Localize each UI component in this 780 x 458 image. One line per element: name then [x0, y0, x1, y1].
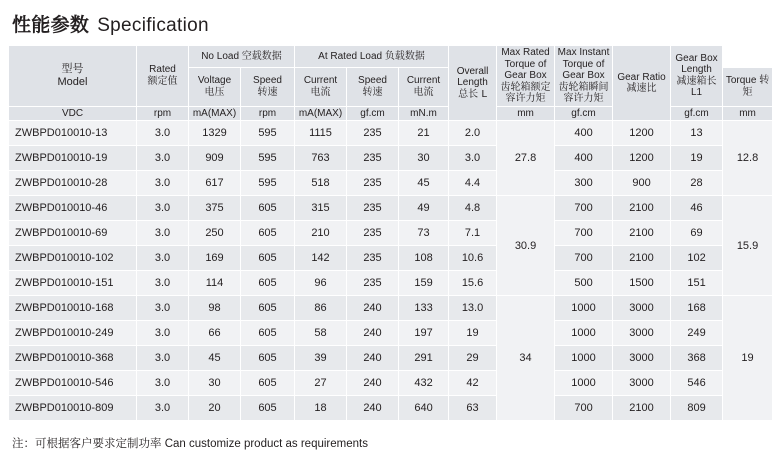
- cell-current-nl: 595: [241, 121, 295, 146]
- cell-max-rated: 300: [555, 171, 613, 196]
- cell-current-nl: 605: [241, 246, 295, 271]
- cell-current-nl: 605: [241, 346, 295, 371]
- cell-max-rated: 1000: [555, 296, 613, 321]
- cell-current-nl: 605: [241, 221, 295, 246]
- unit-gearbox-length: mm: [723, 106, 773, 121]
- cell-current-nl: 605: [241, 321, 295, 346]
- cell-voltage: 3.0: [137, 321, 189, 346]
- cell-speed-rl: 210: [295, 221, 347, 246]
- cell-torque-mnm: 2.0: [449, 121, 497, 146]
- cell-model: ZWBPD010010-102: [9, 246, 137, 271]
- unit-voltage: VDC: [9, 106, 137, 121]
- cell-torque-mnm: 10.6: [449, 246, 497, 271]
- unit-torque-gfcm: gf.cm: [347, 106, 399, 121]
- table-row: [9, 146, 773, 171]
- footnote-en: Can customize product as requirements: [164, 438, 368, 450]
- cell-model: ZWBPD010010-46: [9, 196, 137, 221]
- footnote: [8, 421, 772, 451]
- cell-current-nl: 605: [241, 196, 295, 221]
- cell-speed-nl: 66: [189, 321, 241, 346]
- unit-max-instant: gf.cm: [671, 106, 723, 121]
- cell-current-rl: 235: [347, 121, 399, 146]
- table-row: [9, 171, 773, 196]
- table-row: [9, 196, 773, 221]
- cell-torque-gfcm: 291: [399, 346, 449, 371]
- cell-voltage: 3.0: [137, 221, 189, 246]
- cell-torque-gfcm: 30: [399, 146, 449, 171]
- cell-model: ZWBPD010010-809: [9, 396, 137, 421]
- cell-max-instant: 3000: [613, 296, 671, 321]
- cell-current-rl: 235: [347, 246, 399, 271]
- cell-gear-ratio: 368: [671, 346, 723, 371]
- cell-speed-nl: 30: [189, 371, 241, 396]
- cell-speed-rl: 58: [295, 321, 347, 346]
- cell-torque-gfcm: 133: [399, 296, 449, 321]
- cell-gear-ratio: 13: [671, 121, 723, 146]
- cell-gear-ratio: 249: [671, 321, 723, 346]
- cell-max-rated: 500: [555, 271, 613, 296]
- header-load-current: Current 电流: [399, 67, 449, 106]
- cell-max-instant: 1500: [613, 271, 671, 296]
- table-row: [9, 371, 773, 396]
- cell-max-instant: 1200: [613, 146, 671, 171]
- cell-max-instant: 900: [613, 171, 671, 196]
- specification-table: [8, 45, 773, 421]
- cell-current-rl: 240: [347, 296, 399, 321]
- cell-torque-mnm: 13.0: [449, 296, 497, 321]
- cell-voltage: 3.0: [137, 196, 189, 221]
- cell-voltage: 3.0: [137, 121, 189, 146]
- cell-current-rl: 235: [347, 221, 399, 246]
- header-at-rated-load: At Rated Load 负载数据: [295, 46, 449, 68]
- cell-speed-nl: 169: [189, 246, 241, 271]
- cell-speed-nl: 375: [189, 196, 241, 221]
- cell-torque-gfcm: 45: [399, 171, 449, 196]
- header-max-rated-torque: Max Rated Torque of Gear Box 齿轮箱额定 容许力矩: [497, 46, 555, 107]
- cell-gear-ratio: 168: [671, 296, 723, 321]
- cell-speed-nl: 909: [189, 146, 241, 171]
- table-row: [9, 246, 773, 271]
- cell-gearbox-length: 12.8: [723, 121, 773, 196]
- unit-overall: mm: [497, 106, 555, 121]
- cell-torque-mnm: 19: [449, 321, 497, 346]
- cell-max-rated: 700: [555, 396, 613, 421]
- cell-voltage: 3.0: [137, 346, 189, 371]
- header-load-torque: Torque 转矩: [723, 67, 773, 106]
- page-title-en: Specification: [97, 15, 209, 36]
- cell-max-rated: 400: [555, 146, 613, 171]
- cell-speed-rl: 315: [295, 196, 347, 221]
- cell-speed-nl: 1329: [189, 121, 241, 146]
- cell-torque-gfcm: 21: [399, 121, 449, 146]
- cell-gearbox-length: 19: [723, 296, 773, 421]
- header-noload-speed: Speed 转速: [241, 67, 295, 106]
- cell-max-instant: 2100: [613, 196, 671, 221]
- table-body: [9, 121, 773, 421]
- cell-current-rl: 235: [347, 196, 399, 221]
- cell-model: ZWBPD010010-151: [9, 271, 137, 296]
- unit-noload-current: mA(MAX): [189, 106, 241, 121]
- cell-max-rated: 700: [555, 196, 613, 221]
- cell-current-rl: 240: [347, 371, 399, 396]
- cell-gearbox-length: 15.9: [723, 196, 773, 296]
- cell-current-rl: 240: [347, 396, 399, 421]
- cell-current-rl: 235: [347, 146, 399, 171]
- unit-noload-speed: rpm: [137, 106, 189, 121]
- cell-speed-rl: 518: [295, 171, 347, 196]
- cell-gear-ratio: 102: [671, 246, 723, 271]
- header-no-load: No Load 空载数据: [189, 46, 295, 68]
- cell-max-instant: 2100: [613, 396, 671, 421]
- cell-current-nl: 595: [241, 171, 295, 196]
- cell-speed-rl: 96: [295, 271, 347, 296]
- footnote-cn: 注：可根据客户要求定制功率: [12, 436, 162, 450]
- cell-model: ZWBPD010010-13: [9, 121, 137, 146]
- cell-speed-nl: 45: [189, 346, 241, 371]
- header-row-1: [9, 46, 773, 68]
- cell-gear-ratio: 809: [671, 396, 723, 421]
- cell-gear-ratio: 69: [671, 221, 723, 246]
- cell-speed-rl: 18: [295, 396, 347, 421]
- cell-model: ZWBPD010010-168: [9, 296, 137, 321]
- header-overall-length: Overall Length 总长 L: [449, 46, 497, 121]
- table-row: [9, 221, 773, 246]
- cell-max-instant: 3000: [613, 346, 671, 371]
- cell-current-nl: 605: [241, 296, 295, 321]
- cell-model: ZWBPD010010-28: [9, 171, 137, 196]
- cell-current-rl: 240: [347, 346, 399, 371]
- cell-torque-gfcm: 197: [399, 321, 449, 346]
- cell-current-nl: 605: [241, 271, 295, 296]
- header-gear-ratio: Gear Ratio 减速比: [613, 46, 671, 121]
- unit-load-current: mA(MAX): [295, 106, 347, 121]
- table-row: [9, 121, 773, 146]
- cell-overall-length: 27.8: [497, 121, 555, 196]
- cell-max-instant: 1200: [613, 121, 671, 146]
- header-load-speed: Speed 转速: [347, 67, 399, 106]
- cell-max-rated: 1000: [555, 346, 613, 371]
- cell-model: ZWBPD010010-368: [9, 346, 137, 371]
- cell-model: ZWBPD010010-546: [9, 371, 137, 396]
- header-max-instant-torque: Max Instant Torque of Gear Box 齿轮箱瞬间 容许力矩: [555, 46, 613, 107]
- cell-speed-rl: 763: [295, 146, 347, 171]
- header-rated-value: Rated 额定值: [137, 46, 189, 107]
- cell-torque-gfcm: 640: [399, 396, 449, 421]
- header-gear-box-length: Gear Box Length 减速箱长 L1: [671, 46, 723, 107]
- cell-max-instant: 2100: [613, 221, 671, 246]
- cell-max-instant: 2100: [613, 246, 671, 271]
- cell-torque-mnm: 63: [449, 396, 497, 421]
- cell-model: ZWBPD010010-249: [9, 321, 137, 346]
- cell-model: ZWBPD010010-19: [9, 146, 137, 171]
- cell-current-rl: 235: [347, 271, 399, 296]
- table-row: [9, 321, 773, 346]
- cell-max-rated: 700: [555, 246, 613, 271]
- cell-speed-nl: 250: [189, 221, 241, 246]
- header-voltage: Voltage 电压: [189, 67, 241, 106]
- cell-max-instant: 3000: [613, 321, 671, 346]
- cell-current-nl: 605: [241, 371, 295, 396]
- header-noload-current: Current 电流: [295, 67, 347, 106]
- cell-torque-gfcm: 159: [399, 271, 449, 296]
- cell-gear-ratio: 151: [671, 271, 723, 296]
- cell-gear-ratio: 19: [671, 146, 723, 171]
- cell-speed-nl: 98: [189, 296, 241, 321]
- cell-max-rated: 1000: [555, 371, 613, 396]
- page-title-cn: 性能参数: [12, 14, 90, 36]
- cell-speed-rl: 27: [295, 371, 347, 396]
- cell-torque-gfcm: 49: [399, 196, 449, 221]
- cell-max-rated: 700: [555, 221, 613, 246]
- cell-voltage: 3.0: [137, 146, 189, 171]
- cell-speed-nl: 114: [189, 271, 241, 296]
- cell-torque-gfcm: 432: [399, 371, 449, 396]
- cell-max-rated: 400: [555, 121, 613, 146]
- cell-torque-gfcm: 73: [399, 221, 449, 246]
- table-row: [9, 296, 773, 321]
- cell-torque-mnm: 42: [449, 371, 497, 396]
- cell-torque-mnm: 7.1: [449, 221, 497, 246]
- cell-voltage: 3.0: [137, 296, 189, 321]
- unit-torque-mnm: mN.m: [399, 106, 449, 121]
- unit-load-speed: rpm: [241, 106, 295, 121]
- cell-overall-length: 30.9: [497, 196, 555, 296]
- cell-max-instant: 3000: [613, 371, 671, 396]
- table-row: [9, 271, 773, 296]
- cell-gear-ratio: 46: [671, 196, 723, 221]
- table-header: [9, 46, 773, 121]
- cell-gear-ratio: 546: [671, 371, 723, 396]
- cell-model: ZWBPD010010-69: [9, 221, 137, 246]
- cell-voltage: 3.0: [137, 246, 189, 271]
- cell-overall-length: 34: [497, 296, 555, 421]
- cell-voltage: 3.0: [137, 396, 189, 421]
- cell-voltage: 3.0: [137, 171, 189, 196]
- table-row: [9, 346, 773, 371]
- cell-current-nl: 595: [241, 146, 295, 171]
- table-row: [9, 396, 773, 421]
- cell-gear-ratio: 28: [671, 171, 723, 196]
- cell-speed-nl: 20: [189, 396, 241, 421]
- cell-torque-gfcm: 108: [399, 246, 449, 271]
- cell-speed-rl: 39: [295, 346, 347, 371]
- cell-torque-mnm: 3.0: [449, 146, 497, 171]
- cell-speed-rl: 1115: [295, 121, 347, 146]
- unit-max-rated: gf.cm: [555, 106, 613, 121]
- cell-max-rated: 1000: [555, 321, 613, 346]
- cell-voltage: 3.0: [137, 371, 189, 396]
- cell-current-rl: 235: [347, 171, 399, 196]
- cell-speed-rl: 142: [295, 246, 347, 271]
- header-model: 型号 Model: [9, 46, 137, 107]
- cell-speed-rl: 86: [295, 296, 347, 321]
- cell-torque-mnm: 4.8: [449, 196, 497, 221]
- cell-torque-mnm: 4.4: [449, 171, 497, 196]
- cell-voltage: 3.0: [137, 271, 189, 296]
- cell-current-rl: 240: [347, 321, 399, 346]
- page-title: [8, 0, 772, 45]
- cell-torque-mnm: 29: [449, 346, 497, 371]
- cell-current-nl: 605: [241, 396, 295, 421]
- cell-torque-mnm: 15.6: [449, 271, 497, 296]
- cell-speed-nl: 617: [189, 171, 241, 196]
